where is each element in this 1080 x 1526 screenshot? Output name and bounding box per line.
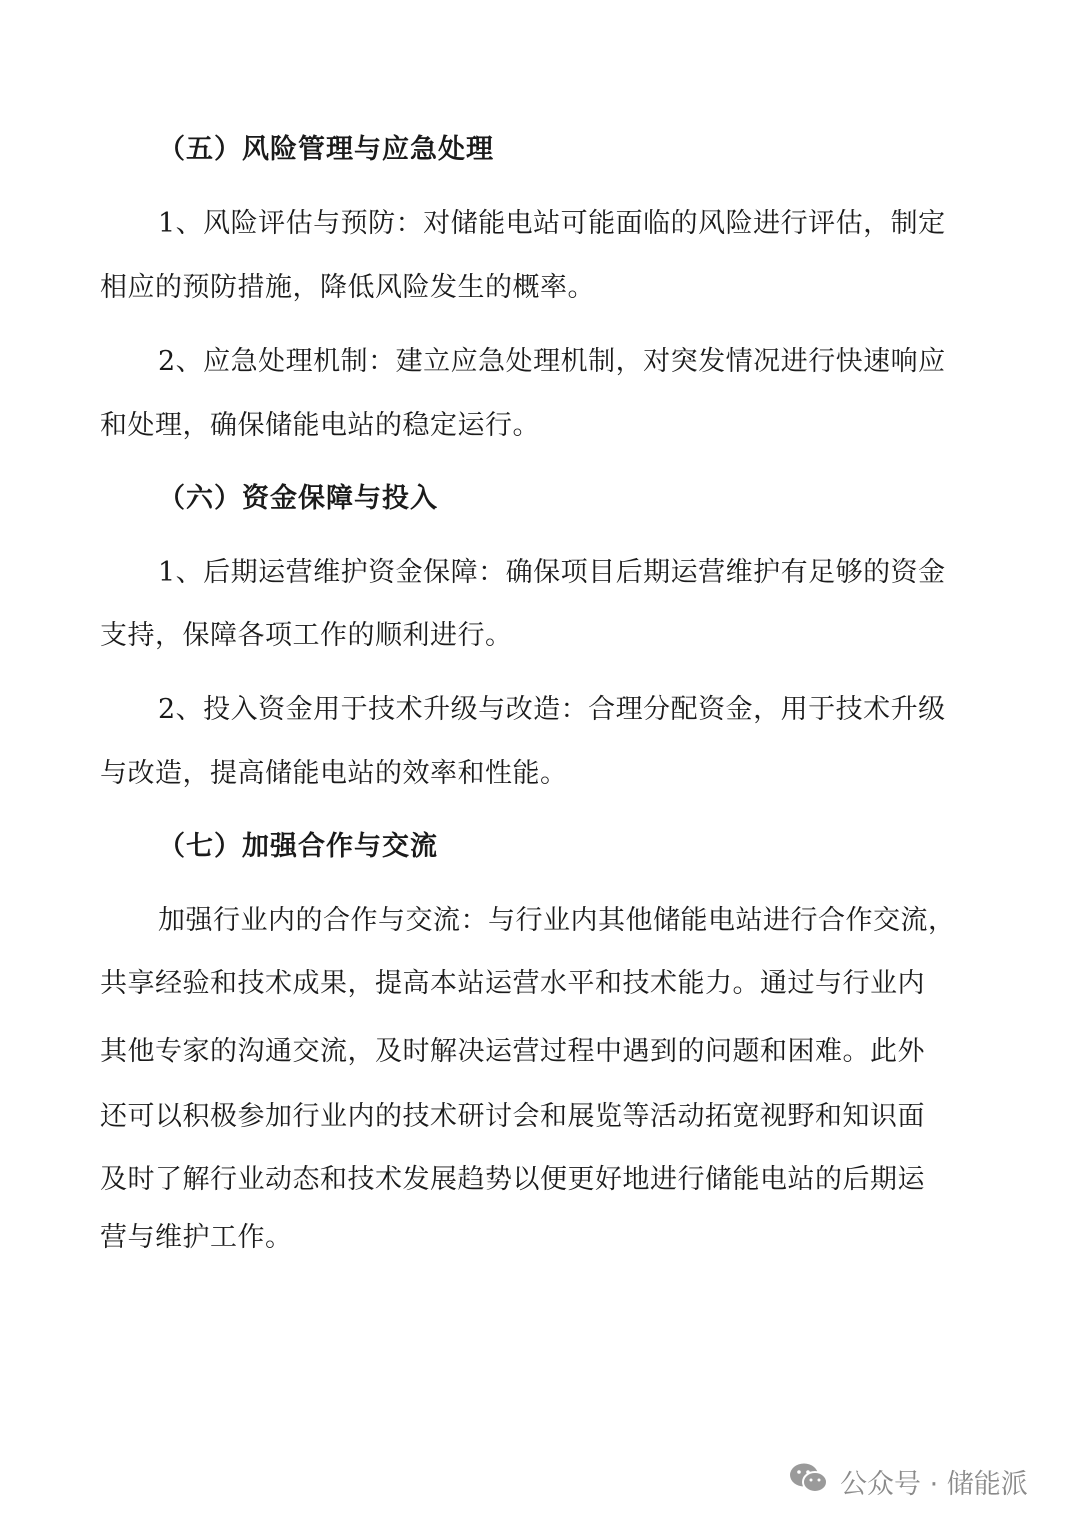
paragraph-line: 与改造，提高储能电站的效率和性能。 (100, 758, 568, 789)
section-heading-funding: （六）资金保障与投入 (158, 483, 438, 514)
paragraph-line: 和处理，确保储能电站的稳定运行。 (100, 410, 540, 441)
paragraph-line: 其他专家的沟通交流，及时解决运营过程中遇到的问题和困难。此外 (100, 1036, 925, 1067)
paragraph-line: 及时了解行业动态和技术发展趋势以便更好地进行储能电站的后期运 (100, 1164, 925, 1195)
paragraph-line: 还可以积极参加行业内的技术研讨会和展览等活动拓宽视野和知识面 (100, 1101, 925, 1132)
watermark-text: 公众号 · 储能派 (840, 1468, 1028, 1500)
section-heading-cooperation: （七）加强合作与交流 (158, 831, 438, 862)
paragraph-line: 支持，保障各项工作的顺利进行。 (100, 620, 513, 651)
paragraph-line: 2、应急处理机制：建立应急处理机制，对突发情况进行快速响应 (158, 346, 946, 377)
section-heading-risk-management: （五）风险管理与应急处理 (158, 134, 494, 165)
paragraph-line: 1、风险评估与预防：对储能电站可能面临的风险进行评估，制定 (158, 208, 946, 239)
paragraph-line: 加强行业内的合作与交流：与行业内其他储能电站进行合作交流， (158, 905, 956, 936)
wechat-icon (788, 1461, 840, 1502)
paragraph-line: 相应的预防措施，降低风险发生的概率。 (100, 272, 595, 303)
paragraph-line: 2、投入资金用于技术升级与改造：合理分配资金，用于技术升级 (158, 694, 946, 725)
paragraph-line: 共享经验和技术成果，提高本站运营水平和技术能力。通过与行业内 (100, 968, 925, 999)
paragraph-line: 营与维护工作。 (100, 1222, 293, 1253)
paragraph-line: 1、后期运营维护资金保障：确保项目后期运营维护有足够的资金 (158, 557, 946, 588)
watermark (788, 1463, 1028, 1499)
